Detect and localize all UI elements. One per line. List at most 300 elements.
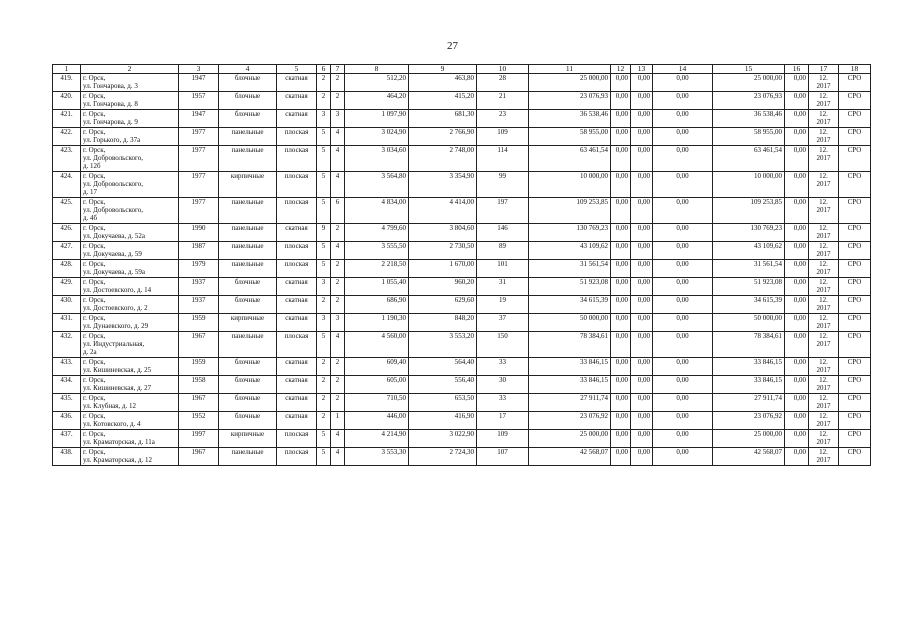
cell-no: 422. <box>53 128 81 146</box>
cell-line: ул. Индустриальная, <box>83 340 145 348</box>
cell-no: 425. <box>53 198 81 224</box>
cell-entr: 4 <box>331 172 345 198</box>
cell-c12: 0,00 <box>611 278 631 296</box>
cell-year: 1958 <box>179 376 219 394</box>
cell-entr: 4 <box>331 146 345 172</box>
cell-roof: плоская <box>277 128 317 146</box>
cell-c16: 0,00 <box>785 430 809 448</box>
cell-line: 12. <box>819 74 828 82</box>
cell-entr: 3 <box>331 110 345 128</box>
cell-area_res: 2 748,00 <box>409 146 477 172</box>
cell-entr: 4 <box>331 332 345 358</box>
cell-c14: 0,00 <box>653 146 713 172</box>
cell-c12: 0,00 <box>611 296 631 314</box>
cell-year: 1947 <box>179 110 219 128</box>
cell-c14: 0,00 <box>653 296 713 314</box>
cell-line: ул. Добровольского, <box>83 180 143 188</box>
cell-line: ул. Кишиневская, д. 27 <box>83 384 152 392</box>
cell-line: д. 4б <box>83 214 98 222</box>
cell-c13: 0,00 <box>631 74 653 92</box>
cell-total: 23 076,92 <box>529 412 611 430</box>
cell-total: 130 769,23 <box>529 224 611 242</box>
cell-area_res: 3 804,60 <box>409 224 477 242</box>
cell-area: 446,00 <box>345 412 409 430</box>
cell-line: 12. <box>819 198 828 206</box>
cell-area_res: 653,50 <box>409 394 477 412</box>
cell-roof: скатная <box>277 412 317 430</box>
cell-area: 605,00 <box>345 376 409 394</box>
cell-line: 2017 <box>816 206 831 214</box>
cell-wall: кирпичные <box>219 314 277 332</box>
cell-total: 25 000,00 <box>529 430 611 448</box>
cell-floors: 3 <box>317 314 331 332</box>
cell-no: 431. <box>53 314 81 332</box>
cell-total: 10 000,00 <box>529 172 611 198</box>
column-header: 14 <box>653 65 713 74</box>
cell-c12: 0,00 <box>611 394 631 412</box>
cell-total: 34 615,39 <box>529 296 611 314</box>
cell-roof: плоская <box>277 146 317 172</box>
cell-line: 2017 <box>816 384 831 392</box>
cell-c14: 0,00 <box>653 92 713 110</box>
cell-area_res: 463,80 <box>409 74 477 92</box>
cell-line: 12. <box>819 376 828 384</box>
cell-no: 436. <box>53 412 81 430</box>
cell-line: 2017 <box>816 100 831 108</box>
cell-area_res: 416,90 <box>409 412 477 430</box>
cell-c15: 31 561,54 <box>713 260 785 278</box>
cell-floors: 2 <box>317 358 331 376</box>
cell-area_res: 960,20 <box>409 278 477 296</box>
cell-entr: 2 <box>331 74 345 92</box>
table-row <box>53 376 871 394</box>
cell-no: 435. <box>53 394 81 412</box>
cell-c12: 0,00 <box>611 110 631 128</box>
cell-c13: 0,00 <box>631 394 653 412</box>
cell-method: СРО <box>839 110 871 128</box>
cell-line: ул. Краматорская, д. 11а <box>83 438 155 446</box>
cell-people: 150 <box>477 332 529 358</box>
cell-term <box>809 260 839 278</box>
cell-year: 1937 <box>179 296 219 314</box>
cell-area: 3 564,80 <box>345 172 409 198</box>
cell-roof: скатная <box>277 74 317 92</box>
cell-c14: 0,00 <box>653 110 713 128</box>
cell-c12: 0,00 <box>611 224 631 242</box>
cell-c16: 0,00 <box>785 260 809 278</box>
table-row <box>53 296 871 314</box>
table-row <box>53 146 871 172</box>
cell-floors: 5 <box>317 332 331 358</box>
cell-line: г. Орск, <box>83 146 106 154</box>
cell-line: 12. <box>819 224 828 232</box>
cell-line: ул. Достоевского, д. 14 <box>83 286 152 294</box>
cell-area_res: 415,20 <box>409 92 477 110</box>
cell-wall: блочные <box>219 296 277 314</box>
table-row <box>53 110 871 128</box>
cell-year: 1977 <box>179 146 219 172</box>
cell-total: 109 253,85 <box>529 198 611 224</box>
cell-line: 12. <box>819 128 828 136</box>
cell-addr <box>81 278 179 296</box>
cell-c15: 50 000,00 <box>713 314 785 332</box>
cell-c14: 0,00 <box>653 394 713 412</box>
cell-term <box>809 74 839 92</box>
cell-line: 12. <box>819 394 828 402</box>
cell-entr: 2 <box>331 224 345 242</box>
cell-c13: 0,00 <box>631 332 653 358</box>
cell-line: 2017 <box>816 82 831 90</box>
cell-addr <box>81 412 179 430</box>
cell-roof: скатная <box>277 92 317 110</box>
cell-c13: 0,00 <box>631 448 653 466</box>
repair-registry-table <box>52 64 871 466</box>
cell-c12: 0,00 <box>611 332 631 358</box>
cell-c16: 0,00 <box>785 278 809 296</box>
cell-c15: 109 253,85 <box>713 198 785 224</box>
cell-year: 1977 <box>179 172 219 198</box>
cell-entr: 4 <box>331 430 345 448</box>
cell-c13: 0,00 <box>631 376 653 394</box>
table-row <box>53 448 871 466</box>
cell-entr: 4 <box>331 448 345 466</box>
table-row <box>53 394 871 412</box>
table-row <box>53 278 871 296</box>
cell-roof: плоская <box>277 430 317 448</box>
cell-c14: 0,00 <box>653 74 713 92</box>
cell-addr <box>81 172 179 198</box>
cell-floors: 5 <box>317 172 331 198</box>
cell-line: ул. Гончарова, д. 8 <box>83 100 138 108</box>
cell-c16: 0,00 <box>785 394 809 412</box>
cell-year: 1967 <box>179 394 219 412</box>
cell-area_res: 4 414,00 <box>409 198 477 224</box>
cell-no: 434. <box>53 376 81 394</box>
cell-area: 3 034,60 <box>345 146 409 172</box>
column-header: 10 <box>477 65 529 74</box>
cell-no: 428. <box>53 260 81 278</box>
table-row <box>53 358 871 376</box>
cell-people: 114 <box>477 146 529 172</box>
cell-c14: 0,00 <box>653 412 713 430</box>
cell-entr: 2 <box>331 92 345 110</box>
cell-c13: 0,00 <box>631 358 653 376</box>
cell-c14: 0,00 <box>653 278 713 296</box>
cell-line: 12. <box>819 358 828 366</box>
cell-c13: 0,00 <box>631 110 653 128</box>
cell-area_res: 3 553,20 <box>409 332 477 358</box>
cell-roof: скатная <box>277 110 317 128</box>
cell-c16: 0,00 <box>785 358 809 376</box>
cell-floors: 2 <box>317 296 331 314</box>
cell-entr: 2 <box>331 358 345 376</box>
cell-addr <box>81 314 179 332</box>
cell-wall: панельные <box>219 332 277 358</box>
cell-floors: 5 <box>317 242 331 260</box>
cell-term <box>809 224 839 242</box>
cell-wall: блочные <box>219 394 277 412</box>
cell-c12: 0,00 <box>611 358 631 376</box>
cell-method: СРО <box>839 332 871 358</box>
cell-entr: 3 <box>331 314 345 332</box>
cell-line: г. Орск, <box>83 358 106 366</box>
cell-area: 1 190,30 <box>345 314 409 332</box>
cell-c13: 0,00 <box>631 278 653 296</box>
cell-line: г. Орск, <box>83 278 106 286</box>
cell-method: СРО <box>839 172 871 198</box>
cell-people: 109 <box>477 128 529 146</box>
cell-line: 2017 <box>816 438 831 446</box>
cell-year: 1967 <box>179 332 219 358</box>
column-header: 4 <box>219 65 277 74</box>
cell-floors: 5 <box>317 198 331 224</box>
cell-area_res: 2 766,90 <box>409 128 477 146</box>
cell-line: г. Орск, <box>83 242 106 250</box>
cell-no: 429. <box>53 278 81 296</box>
cell-line: 2017 <box>816 154 831 162</box>
cell-area: 2 218,50 <box>345 260 409 278</box>
cell-c15: 36 538,46 <box>713 110 785 128</box>
cell-term <box>809 314 839 332</box>
cell-c15: 23 076,93 <box>713 92 785 110</box>
cell-people: 99 <box>477 172 529 198</box>
cell-line: ул. Кишиневская, д. 25 <box>83 366 152 374</box>
cell-addr <box>81 296 179 314</box>
cell-term <box>809 448 839 466</box>
cell-total: 25 000,00 <box>529 74 611 92</box>
cell-c12: 0,00 <box>611 314 631 332</box>
table-body <box>53 74 871 466</box>
cell-term <box>809 296 839 314</box>
cell-line: ул. Докучаева, д. 59а <box>83 268 145 276</box>
cell-c16: 0,00 <box>785 242 809 260</box>
cell-line: 12. <box>819 448 828 456</box>
cell-term <box>809 412 839 430</box>
cell-floors: 2 <box>317 412 331 430</box>
cell-c14: 0,00 <box>653 448 713 466</box>
cell-entr: 1 <box>331 412 345 430</box>
cell-c13: 0,00 <box>631 242 653 260</box>
cell-method: СРО <box>839 376 871 394</box>
cell-year: 1959 <box>179 314 219 332</box>
cell-addr <box>81 128 179 146</box>
cell-line: 12. <box>819 146 828 154</box>
cell-addr <box>81 448 179 466</box>
cell-area: 3 024,90 <box>345 128 409 146</box>
cell-no: 427. <box>53 242 81 260</box>
cell-line: д. 17 <box>83 188 98 196</box>
cell-total: 27 911,74 <box>529 394 611 412</box>
cell-roof: плоская <box>277 260 317 278</box>
cell-year: 1977 <box>179 128 219 146</box>
cell-area: 4 834,00 <box>345 198 409 224</box>
column-header: 1 <box>53 65 81 74</box>
cell-c15: 25 000,00 <box>713 430 785 448</box>
cell-entr: 2 <box>331 376 345 394</box>
cell-wall: блочные <box>219 412 277 430</box>
cell-roof: плоская <box>277 332 317 358</box>
cell-c13: 0,00 <box>631 430 653 448</box>
cell-wall: блочные <box>219 92 277 110</box>
cell-c14: 0,00 <box>653 242 713 260</box>
cell-wall: блочные <box>219 358 277 376</box>
cell-line: г. Орск, <box>83 394 106 402</box>
cell-c14: 0,00 <box>653 358 713 376</box>
cell-c12: 0,00 <box>611 242 631 260</box>
cell-roof: скатная <box>277 394 317 412</box>
cell-roof: скатная <box>277 224 317 242</box>
cell-line: 2017 <box>816 340 831 348</box>
cell-year: 1977 <box>179 198 219 224</box>
cell-floors: 9 <box>317 224 331 242</box>
cell-method: СРО <box>839 74 871 92</box>
cell-term <box>809 128 839 146</box>
column-header: 2 <box>81 65 179 74</box>
table-row <box>53 412 871 430</box>
cell-line: 2017 <box>816 232 831 240</box>
cell-c16: 0,00 <box>785 412 809 430</box>
table-row <box>53 260 871 278</box>
cell-c14: 0,00 <box>653 332 713 358</box>
cell-year: 1957 <box>179 92 219 110</box>
cell-addr <box>81 376 179 394</box>
cell-method: СРО <box>839 278 871 296</box>
cell-wall: панельные <box>219 242 277 260</box>
cell-addr <box>81 430 179 448</box>
cell-roof: скатная <box>277 296 317 314</box>
table-row <box>53 314 871 332</box>
cell-wall: кирпичные <box>219 430 277 448</box>
cell-area_res: 2 724,30 <box>409 448 477 466</box>
cell-line: 2017 <box>816 136 831 144</box>
column-header: 15 <box>713 65 785 74</box>
cell-total: 58 955,00 <box>529 128 611 146</box>
cell-c12: 0,00 <box>611 412 631 430</box>
cell-c16: 0,00 <box>785 110 809 128</box>
cell-people: 146 <box>477 224 529 242</box>
cell-no: 438. <box>53 448 81 466</box>
cell-c16: 0,00 <box>785 172 809 198</box>
cell-line: 12. <box>819 278 828 286</box>
cell-line: г. Орск, <box>83 430 106 438</box>
cell-line: 12. <box>819 260 828 268</box>
cell-line: г. Орск, <box>83 128 106 136</box>
cell-floors: 5 <box>317 128 331 146</box>
cell-line: 12. <box>819 110 828 118</box>
cell-line: ул. Достоевского, д. 2 <box>83 304 148 312</box>
cell-floors: 5 <box>317 260 331 278</box>
cell-entr: 2 <box>331 278 345 296</box>
cell-term <box>809 278 839 296</box>
table-row <box>53 198 871 224</box>
cell-term <box>809 242 839 260</box>
column-header: 6 <box>317 65 331 74</box>
cell-no: 419. <box>53 74 81 92</box>
cell-people: 37 <box>477 314 529 332</box>
cell-roof: скатная <box>277 314 317 332</box>
cell-method: СРО <box>839 198 871 224</box>
table-row <box>53 128 871 146</box>
cell-c12: 0,00 <box>611 172 631 198</box>
cell-method: СРО <box>839 296 871 314</box>
cell-floors: 2 <box>317 394 331 412</box>
cell-entr: 4 <box>331 128 345 146</box>
cell-total: 33 846,15 <box>529 358 611 376</box>
cell-people: 30 <box>477 376 529 394</box>
cell-c16: 0,00 <box>785 296 809 314</box>
cell-year: 1967 <box>179 448 219 466</box>
cell-floors: 5 <box>317 448 331 466</box>
cell-year: 1959 <box>179 358 219 376</box>
cell-c15: 63 461,54 <box>713 146 785 172</box>
cell-line: г. Орск, <box>83 314 106 322</box>
cell-area_res: 1 670,00 <box>409 260 477 278</box>
cell-line: ул. Клубная, д. 12 <box>83 402 136 410</box>
cell-people: 101 <box>477 260 529 278</box>
cell-term <box>809 110 839 128</box>
cell-term <box>809 394 839 412</box>
cell-line: ул. Горького, д. 37а <box>83 136 141 144</box>
cell-wall: блочные <box>219 74 277 92</box>
cell-c16: 0,00 <box>785 224 809 242</box>
cell-no: 437. <box>53 430 81 448</box>
cell-c12: 0,00 <box>611 430 631 448</box>
cell-wall: блочные <box>219 278 277 296</box>
cell-floors: 3 <box>317 278 331 296</box>
cell-line: ул. Добровольского, <box>83 154 143 162</box>
cell-total: 50 000,00 <box>529 314 611 332</box>
cell-c16: 0,00 <box>785 128 809 146</box>
cell-area_res: 681,30 <box>409 110 477 128</box>
cell-line: 12. <box>819 412 828 420</box>
cell-area: 686,90 <box>345 296 409 314</box>
cell-roof: плоская <box>277 448 317 466</box>
cell-c13: 0,00 <box>631 314 653 332</box>
cell-method: СРО <box>839 242 871 260</box>
cell-no: 432. <box>53 332 81 358</box>
cell-c15: 10 000,00 <box>713 172 785 198</box>
column-header: 11 <box>529 65 611 74</box>
cell-no: 420. <box>53 92 81 110</box>
cell-line: г. Орск, <box>83 296 106 304</box>
cell-area: 1 055,40 <box>345 278 409 296</box>
table-row <box>53 224 871 242</box>
cell-line: 12. <box>819 332 828 340</box>
cell-c13: 0,00 <box>631 146 653 172</box>
cell-area_res: 564,40 <box>409 358 477 376</box>
cell-no: 423. <box>53 146 81 172</box>
cell-area_res: 2 730,50 <box>409 242 477 260</box>
cell-entr: 2 <box>331 296 345 314</box>
cell-line: ул. Гончарова, д. 3 <box>83 82 138 90</box>
cell-line: ул. Гончарова, д. 9 <box>83 118 138 126</box>
cell-year: 1937 <box>179 278 219 296</box>
cell-roof: скатная <box>277 278 317 296</box>
cell-addr <box>81 146 179 172</box>
cell-c12: 0,00 <box>611 448 631 466</box>
cell-term <box>809 376 839 394</box>
cell-total: 51 923,08 <box>529 278 611 296</box>
cell-roof: плоская <box>277 172 317 198</box>
column-header: 18 <box>839 65 871 74</box>
cell-line: д. 2а <box>83 348 97 356</box>
cell-line: г. Орск, <box>83 172 106 180</box>
cell-wall: кирпичные <box>219 172 277 198</box>
cell-c15: 34 615,39 <box>713 296 785 314</box>
cell-method: СРО <box>839 146 871 172</box>
cell-c13: 0,00 <box>631 92 653 110</box>
cell-c16: 0,00 <box>785 376 809 394</box>
